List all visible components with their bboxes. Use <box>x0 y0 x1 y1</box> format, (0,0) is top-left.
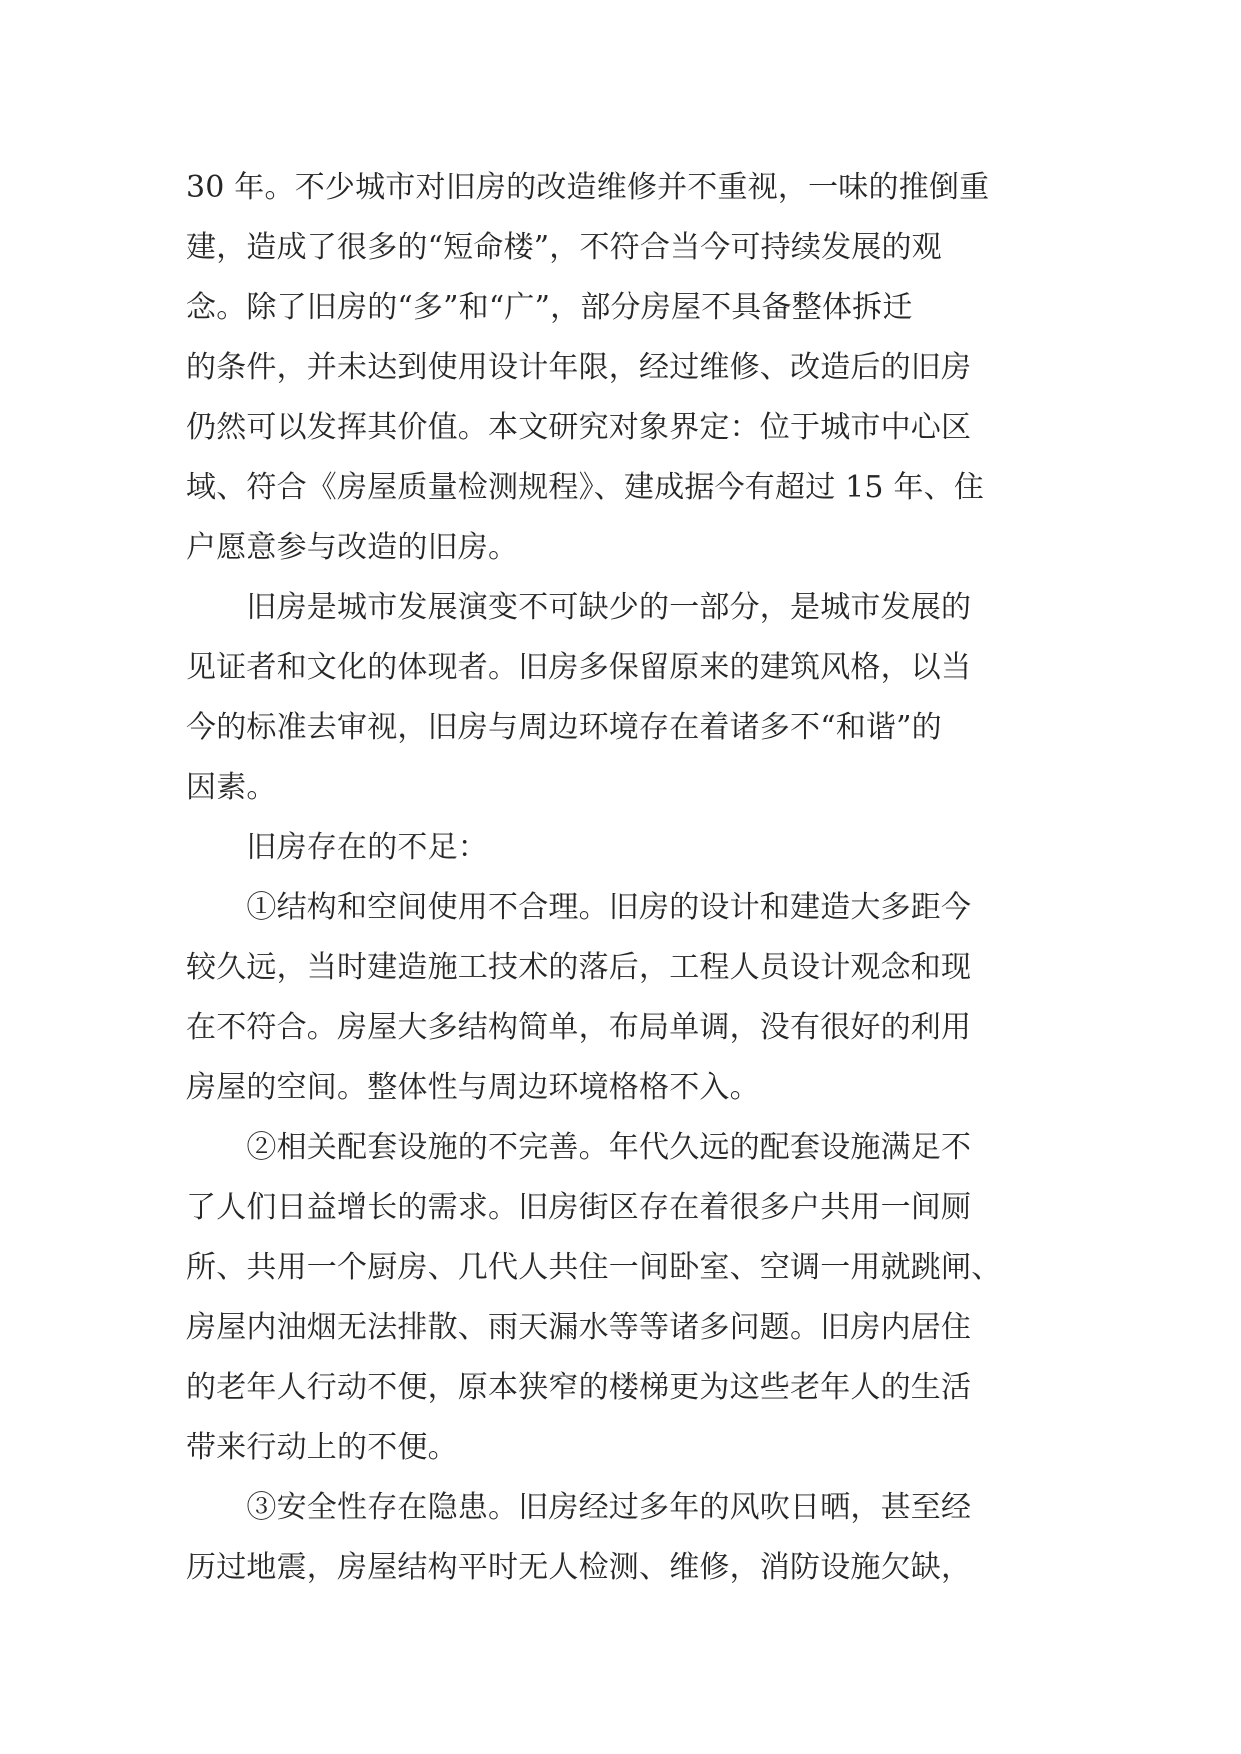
text-line: 房屋内油烟无法排散、雨天漏水等等诸多问题。旧房内居住 <box>186 1310 972 1345</box>
text-line: 在不符合。房屋大多结构简单，布局单调，没有很好的利用 <box>186 1010 972 1045</box>
text-line: 历过地震，房屋结构平时无人检测、维修，消防设施欠缺， <box>186 1550 972 1585</box>
text-line: 旧房是城市发展演变不可缺少的一部分，是城市发展的 <box>186 590 972 625</box>
text-line: 的老年人行动不便，原本狭窄的楼梯更为这些老年人的生活 <box>186 1370 972 1405</box>
text-line: 域、符合《房屋质量检测规程》、建成据今有超过 15 年、住 <box>186 470 985 505</box>
text-line: 了人们日益增长的需求。旧房街区存在着很多户共用一间厕 <box>186 1190 972 1225</box>
text-line: ①结构和空间使用不合理。旧房的设计和建造大多距今 <box>186 890 972 925</box>
text-line: 房屋的空间。整体性与周边环境格格不入。 <box>186 1070 760 1105</box>
text-line: 见证者和文化的体现者。旧房多保留原来的建筑风格，以当 <box>186 650 972 685</box>
text-line: 户愿意参与改造的旧房。 <box>186 530 519 565</box>
text-line: ③安全性存在隐患。旧房经过多年的风吹日晒，甚至经 <box>186 1490 972 1525</box>
text-line: 30 年。不少城市对旧房的改造维修并不重视，一味的推倒重 <box>186 170 990 205</box>
text-line: 念。除了旧房的“多”和“广”，部分房屋不具备整体拆迁 <box>186 290 913 325</box>
text-line: 的条件，并未达到使用设计年限，经过维修、改造后的旧房 <box>186 350 972 385</box>
text-line: 较久远，当时建造施工技术的落后，工程人员设计观念和现 <box>186 950 972 985</box>
body-text <box>186 158 1066 1598</box>
text-line: 旧房存在的不足： <box>186 830 488 865</box>
text-line: 仍然可以发挥其价值。本文研究对象界定：位于城市中心区 <box>186 410 972 445</box>
text-line: 今的标准去审视，旧房与周边环境存在着诸多不“和谐”的 <box>186 710 942 745</box>
text-line: 带来行动上的不便。 <box>186 1430 458 1465</box>
text-line: 因素。 <box>186 770 277 805</box>
text-line: 所、共用一个厨房、几代人共住一间卧室、空调一用就跳闸、 <box>186 1250 1002 1285</box>
text-line: ②相关配套设施的不完善。年代久远的配套设施满足不 <box>186 1130 972 1165</box>
text-line: 建，造成了很多的“短命楼”，不符合当今可持续发展的观 <box>186 230 942 265</box>
